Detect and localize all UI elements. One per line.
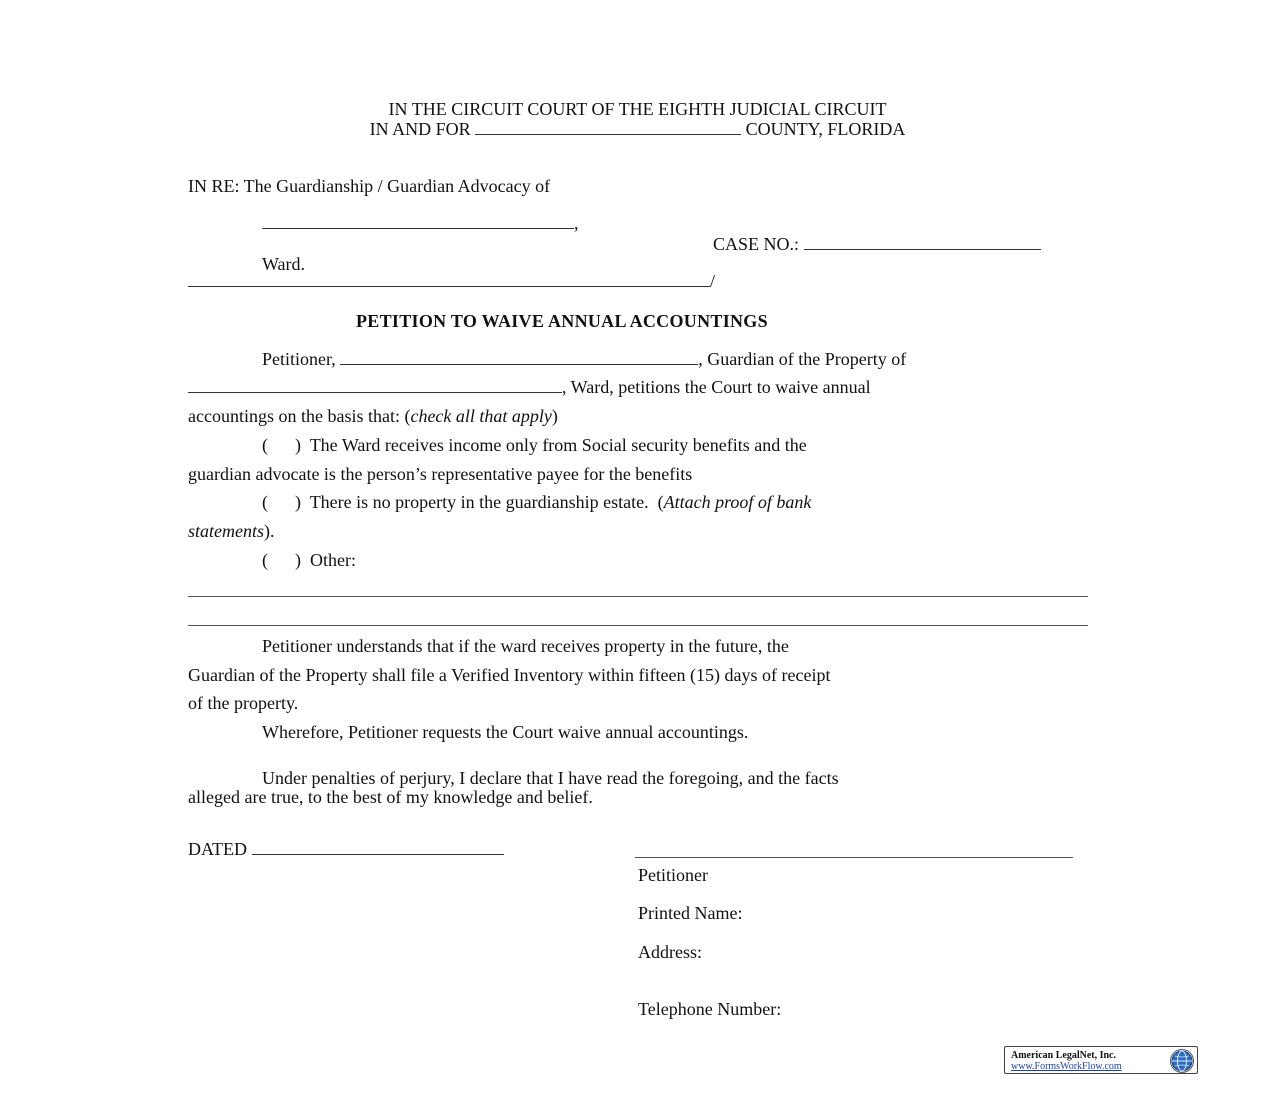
guardian-of-property-text: , Guardian of the Property of (698, 349, 907, 369)
court-header-line1: IN THE CIRCUIT COURT OF THE EIGHTH JUDICIAL CIRCUIT (388, 99, 887, 119)
petitioner-signature-label: Petitioner (638, 865, 708, 885)
document-title: PETITION TO WAIVE ANNUAL ACCOUNTINGS (356, 311, 768, 331)
option-social-security-text: The Ward receives income only from Social security benefits and the (309, 435, 807, 455)
check-all-text: check all that apply (410, 406, 552, 426)
case-number (713, 235, 1041, 253)
logo-company: American LegalNet, Inc. (1011, 1050, 1116, 1061)
caption-close-line (188, 272, 715, 290)
ward-name-comma: , (574, 213, 579, 233)
option-no-property-text: There is no property in the guardianship estate. ( (309, 492, 664, 512)
caption-slash: / (710, 271, 716, 291)
ward-label: Ward. (262, 254, 306, 274)
perjury-line1: Under penalties of perjury, I declare that I have read the foregoing, and the facts (262, 768, 839, 788)
ward-name-blank[interactable] (262, 214, 574, 229)
future-property-line1: Petitioner understands that if the ward receives property in the future, the (262, 636, 789, 656)
option-other (262, 551, 356, 569)
ward-blank[interactable] (188, 378, 562, 393)
telephone-label: Telephone Number: (638, 999, 782, 1019)
option-social-security-cont: guardian advocate is the person’s representative payee for the benefits (188, 464, 693, 484)
american-legalnet-logo (1004, 1046, 1198, 1074)
petitioner-line (262, 350, 906, 368)
case-no-label: CASE NO.: (713, 234, 800, 254)
dated-label: DATED (188, 839, 247, 859)
date-blank[interactable] (252, 840, 504, 855)
signature-line[interactable] (635, 857, 1073, 858)
statements-close: ). (264, 521, 275, 541)
checkbox-no-property[interactable]: ( ) (262, 492, 301, 512)
basis-line (188, 407, 558, 425)
checkbox-social-security[interactable]: ( ) (262, 435, 301, 455)
ward-name-line (262, 214, 579, 232)
option-no-property-cont (188, 522, 275, 540)
county-prefix: IN AND FOR (369, 119, 471, 139)
court-header-line2 (0, 120, 1275, 138)
statements-text: statements (188, 521, 264, 541)
caption-underline (188, 272, 710, 287)
county-name-blank[interactable] (475, 120, 741, 135)
address-label: Address: (638, 942, 702, 962)
option-social-security (262, 436, 807, 454)
option-no-property (262, 493, 811, 511)
in-re-label: IN RE: The Guardianship / Guardian Advocacy of (188, 176, 551, 196)
printed-name-label: Printed Name: (638, 903, 743, 923)
basis-text: accountings on the basis that: ( (188, 406, 411, 426)
other-line-1[interactable] (188, 596, 1088, 597)
wherefore-clause: Wherefore, Petitioner requests the Court waive annual accountings. (262, 722, 749, 742)
petitioner-name-blank[interactable] (340, 350, 698, 365)
perjury-line2: alleged are true, to the best of my knowledge and belief. (188, 787, 593, 807)
case-no-blank[interactable] (804, 235, 1041, 250)
future-property-line3: of the property. (188, 693, 299, 713)
county-suffix: COUNTY, FLORIDA (745, 119, 906, 139)
checkbox-other[interactable]: ( ) (262, 550, 301, 570)
petitioner-label: Petitioner, (262, 349, 336, 369)
other-line-2[interactable] (188, 625, 1088, 626)
attach-proof-text: Attach proof of bank (663, 492, 812, 512)
globe-icon (1170, 1049, 1194, 1073)
logo-url[interactable]: www.FormsWorkFlow.com (1011, 1061, 1122, 1072)
basis-close-paren: ) (551, 406, 558, 426)
petition-text: , Ward, petitions the Court to waive annual (562, 377, 871, 397)
future-property-line2: Guardian of the Property shall file a Verified Inventory within fifteen (15) days of receipt (188, 665, 831, 685)
option-other-label: Other: (310, 550, 356, 570)
dated-line (188, 840, 504, 858)
ward-petition-line (188, 378, 871, 396)
